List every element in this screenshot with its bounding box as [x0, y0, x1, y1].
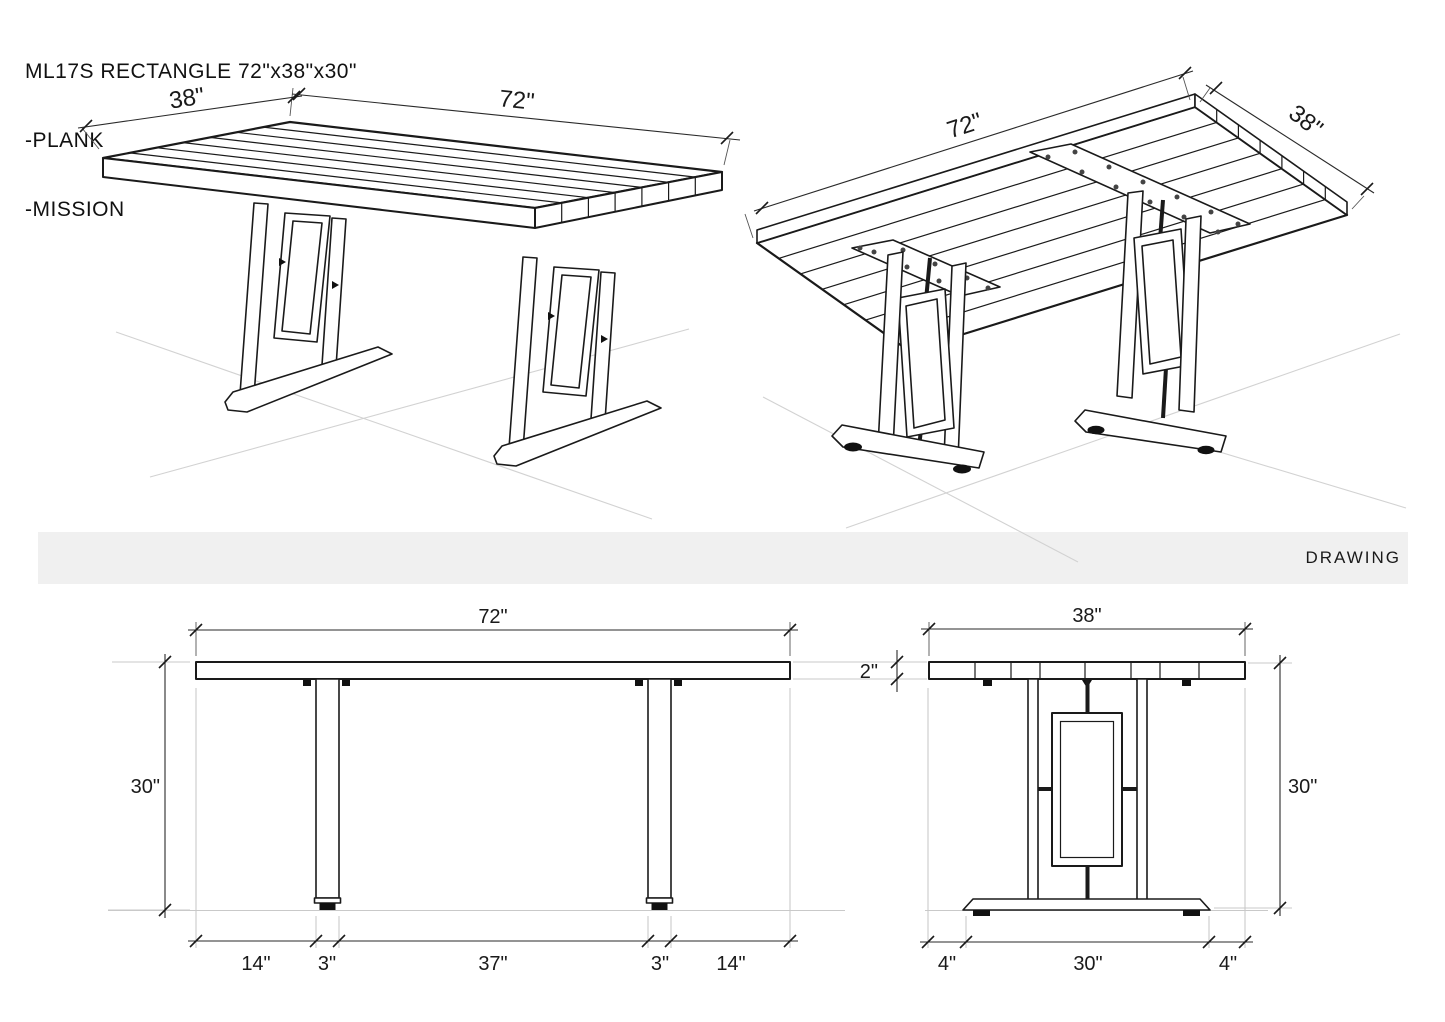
dim-label-side-thickness: 2": [859, 661, 878, 683]
iso-view-underside: [745, 67, 1406, 562]
iso-view-top: [78, 83, 740, 519]
title-line-model: ML17S RECTANGLE 72"x38"x30": [25, 60, 357, 83]
dim-label-side-b2: 30": [1073, 953, 1103, 975]
dim-label-iso-length: 72": [497, 85, 536, 116]
dim-label-side-b1: 4": [937, 953, 957, 975]
trestle-leg: [225, 203, 392, 412]
foot-beam: [963, 899, 1210, 910]
dim-label-front-top: 72": [478, 606, 508, 628]
dim-front-top: [188, 606, 798, 656]
tabletop-side: [929, 662, 1245, 679]
dim-label-front-b4: 3": [650, 953, 670, 975]
dim-label-front-b2: 3": [317, 953, 337, 975]
dim-label-front-b3: 37": [478, 953, 508, 975]
trestle-leg: [494, 257, 661, 466]
tabletop-front: [196, 662, 790, 679]
front-elevation: [108, 606, 927, 975]
leg-side-mission: [963, 679, 1210, 916]
leg-front: [647, 679, 673, 910]
drawing-band-label: DRAWING: [1305, 548, 1401, 567]
dim-label-front-height: 30": [130, 776, 160, 798]
leg-front: [315, 679, 341, 910]
tabletop-underside: [757, 94, 1347, 351]
dim-front-bottom: [188, 935, 798, 975]
title-line-plank: -PLANK: [25, 129, 104, 152]
dim-side-bottom: [920, 936, 1253, 975]
dim-side-thickness: [860, 650, 903, 692]
tabletop-plank-top: [103, 122, 722, 228]
dim-label-iso-length: 72": [943, 107, 986, 145]
dim-label-side-top: 38": [1072, 605, 1102, 627]
dim-label-side-b3: 4": [1218, 953, 1238, 975]
dim-front-height: [131, 654, 171, 918]
dim-label-iso-width: 38": [167, 82, 207, 115]
dim-label-side-height: 30": [1288, 776, 1318, 798]
dim-label-iso-width: 38": [1283, 99, 1328, 143]
mission-panel-outer: [1052, 713, 1122, 866]
title-line-mission: -MISSION: [25, 198, 125, 221]
dim-side-top: [921, 605, 1253, 656]
dim-label-front-b1: 14": [241, 953, 271, 975]
dim-side-height: [1274, 655, 1317, 916]
side-elevation: [860, 605, 1318, 975]
dim-label-front-b5: 14": [716, 953, 746, 975]
